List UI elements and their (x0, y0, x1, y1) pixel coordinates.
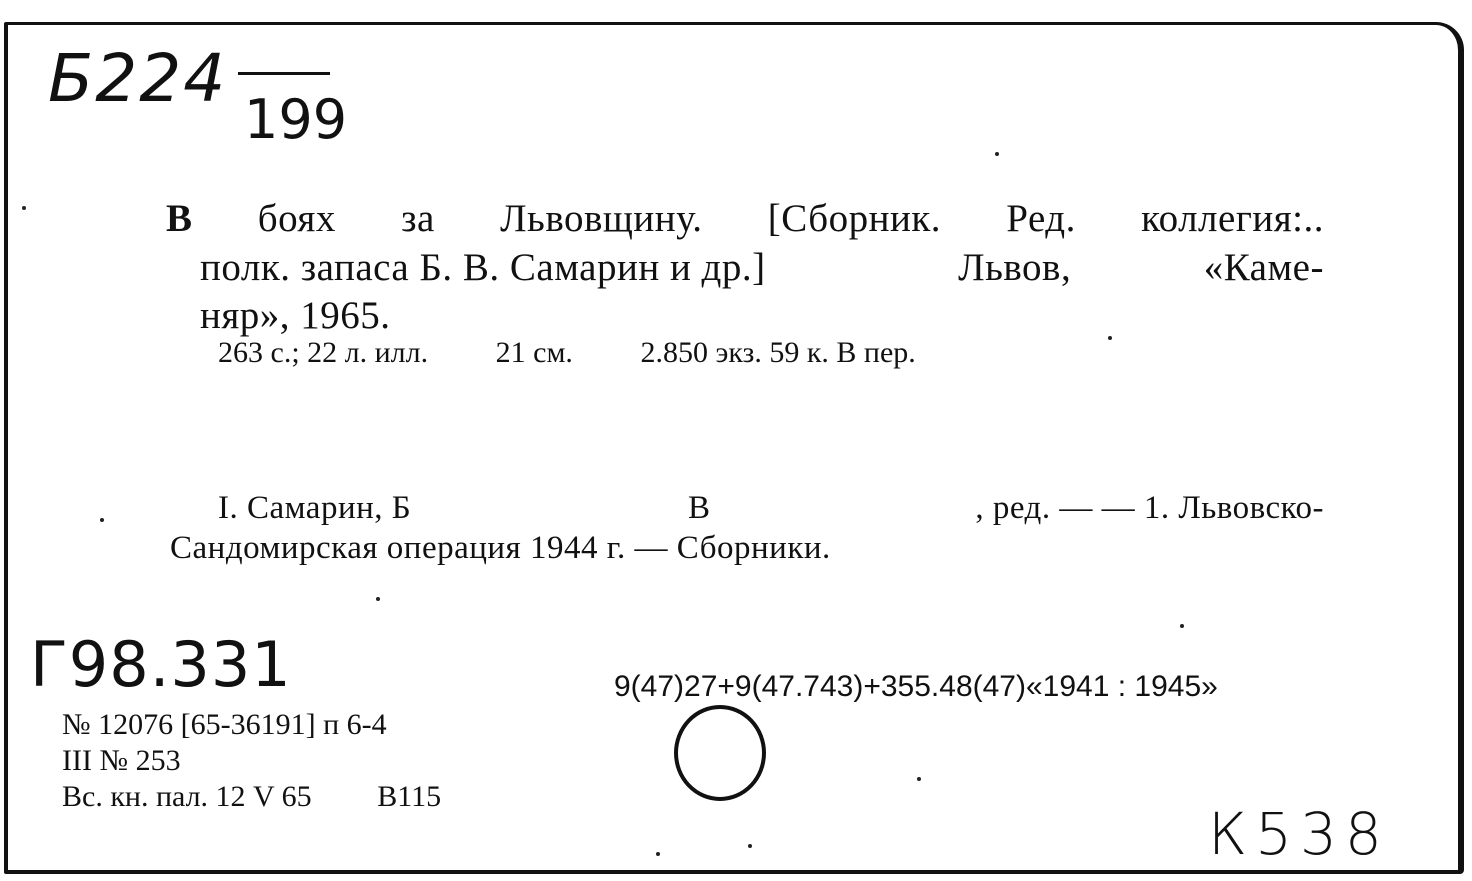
entry-segment: «Каме- (1203, 246, 1324, 289)
pages: 263 с.; 22 л. илл. (218, 336, 429, 369)
tracing-initial: В (688, 490, 711, 526)
record-date: Вс. кн. пал. 12 V 65 (62, 780, 312, 813)
scan-speck (917, 777, 921, 781)
entry-word: Ред. (1006, 197, 1076, 240)
entry-word: коллегия:.. (1141, 197, 1324, 240)
record-code: В115 (377, 780, 442, 813)
record-line-3 (62, 780, 441, 814)
shelf-mark: Г98.331 (30, 628, 292, 701)
size: 21 см. (495, 336, 573, 369)
tracing-subject: , ред. — — 1. Львовско- (975, 490, 1324, 526)
entry-line-3: няр», 1965. (200, 294, 391, 337)
entry-word: за (401, 197, 435, 240)
scan-speck (376, 597, 380, 601)
record-line-2: III № 253 (62, 744, 181, 777)
physical-description (218, 336, 916, 370)
entry-line-1 (166, 196, 1324, 241)
circle-mark (670, 702, 770, 802)
entry-word: Львовщину. (500, 197, 703, 240)
entry-word: боях (257, 197, 336, 240)
entry-segment: полк. запаса Б. В. Самарин и др.] (200, 246, 766, 289)
scan-speck (100, 518, 104, 522)
call-number-top: Б224 (48, 40, 228, 117)
record-line-1: № 12076 [65-36191] п 6-4 (62, 708, 387, 741)
scan-speck (656, 852, 660, 856)
scan-speck (1108, 336, 1112, 340)
print-run: 2.850 экз. 59 к. В пер. (640, 336, 916, 369)
call-number-bottom: 199 (244, 88, 348, 151)
tracing-author: I. Самарин, Б (218, 490, 412, 526)
tracing-line-2: Сандомирская операция 1944 г. — Сборники. (170, 530, 831, 566)
handwritten-code: К538 (1208, 800, 1390, 868)
entry-word: [Сборник. (767, 197, 942, 240)
scan-speck (1180, 624, 1184, 628)
entry-word: В (166, 197, 193, 240)
scan-speck (995, 152, 999, 156)
scan-speck (22, 206, 26, 210)
classification-index: 9(47)27+9(47.743)+355.48(47)«1941 : 1945» (614, 670, 1218, 703)
scan-speck (748, 844, 752, 848)
entry-line-2 (200, 245, 1324, 290)
call-number-fraction-line (238, 72, 330, 75)
entry-segment: Львов, (958, 246, 1072, 289)
